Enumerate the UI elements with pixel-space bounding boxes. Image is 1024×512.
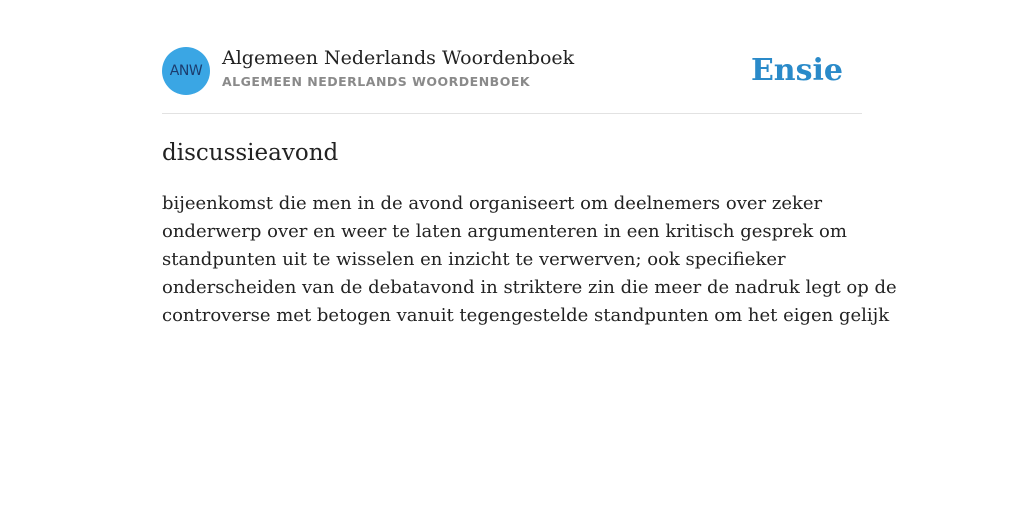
definition-line: onderscheiden van de debatavond in striktere zin die meer de nadruk legt op de (162, 277, 897, 298)
entry-term: discussieavond (162, 140, 339, 166)
source-title[interactable]: Algemeen Nederlands Woordenboek (222, 47, 575, 69)
definition-line: controverse met betogen vanuit tegengestelde standpunten om het eigen gelijk (162, 305, 890, 326)
source-subtitle: ALGEMEEN NEDERLANDS WOORDENBOEK (222, 74, 531, 89)
entry-definition (162, 190, 897, 330)
anw-logo[interactable]: ANW (162, 47, 210, 95)
definition-line: bijeenkomst die men in de avond organiseert om deelnemers over zeker (162, 193, 823, 214)
source-header (162, 46, 862, 96)
header-divider (162, 113, 862, 114)
ensie-logo-link[interactable]: Ensie (750, 53, 843, 88)
definition-line: onderwerp over en weer te laten argumenteren in een kritisch gesprek om (162, 221, 847, 242)
definition-line: standpunten uit te wisselen en inzicht te verwerven; ook specifieker (162, 249, 786, 270)
